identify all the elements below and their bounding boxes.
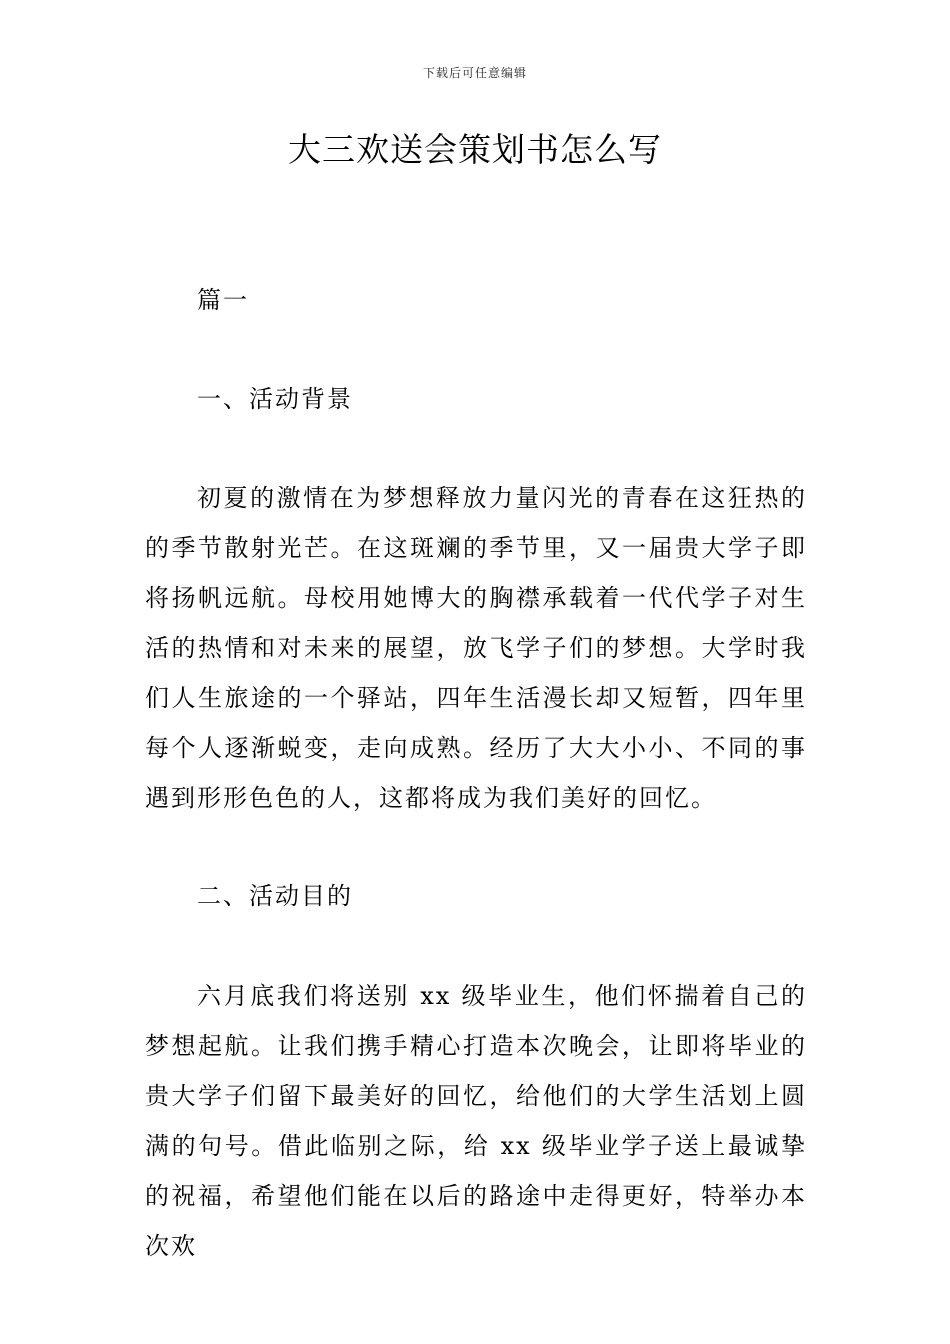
heading-activity-background: 一、活动背景 <box>197 385 353 413</box>
section-label: 篇一 <box>197 286 249 314</box>
paragraph-activity-background: 初夏的激情在为梦想释放力量闪光的青春在这狂热的的季节散射光芒。在这斑斓的季节里，又一届贵大学子即将扬帆远航。母校用她博大的胸襟承载着一代代学子对生活的热情和对未来的展望，放飞学子们的梦想。大学时我们人生旅途的一个驿站，四年生活漫长却又短暂，四年里每个人逐渐蜕变，走向成熟。经历了大大小小、不同的事遇到形形色色的人，这都将成为我们美好的回忆。 <box>145 484 807 812</box>
heading-activity-purpose: 二、活动目的 <box>197 882 353 910</box>
document-title: 大三欢送会策划书怎么写 <box>288 130 662 169</box>
header-note: 下载后可任意编辑 <box>422 66 527 80</box>
paragraph-activity-purpose: 六月底我们将送别 xx 级毕业生，他们怀揣着自己的梦想起航。让我们携手精心打造本次晚会，让即将毕业的贵大学子们留下最美好的回忆，给他们的大学生活划上圆满的句号。借此临别之际，给 xx 级毕业学子送上最诚挚的祝福，希望他们能在以后的路途中走得更好，特举办本次欢 <box>145 982 807 1260</box>
